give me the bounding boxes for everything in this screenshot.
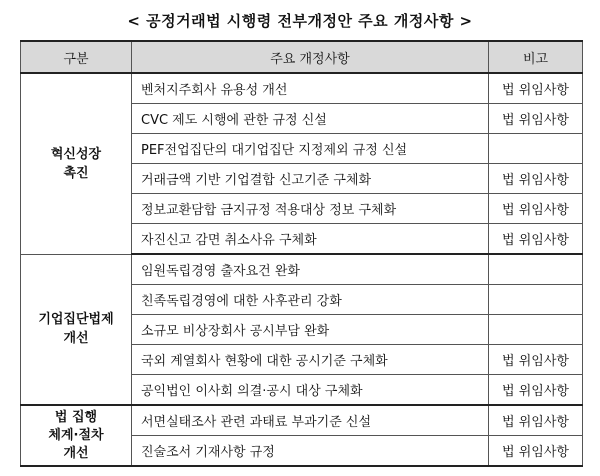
note-cell: 법 위임사항 [489,405,583,436]
table-row [21,254,583,285]
item-cell: 친족독립경영에 대한 사후관리 강화 [132,285,489,315]
item-cell: 서면실태조사 관련 과태료 부과기준 신설 [132,405,489,436]
note-cell [489,254,583,285]
table-row [21,73,583,104]
category-label: 혁신성장 [50,146,102,162]
item-cell: 공익법인 이사회 의결·공시 대상 구체화 [132,375,489,406]
header-note: 비고 [489,41,583,73]
category-cell [21,73,132,254]
note-cell: 법 위임사항 [489,436,583,467]
category-label: 체계·절차 [48,427,104,443]
note-cell [489,285,583,315]
note-cell: 법 위임사항 [489,104,583,134]
item-cell: 거래금액 기반 기업결합 신고기준 구체화 [132,164,489,194]
note-cell: 법 위임사항 [489,345,583,375]
header-item: 주요 개정사항 [132,41,489,73]
item-cell: 정보교환담합 금지규정 적용대상 정보 구체화 [132,194,489,224]
category-label: 촉진 [63,165,89,181]
item-cell: 벤처지주회사 유용성 개선 [132,73,489,104]
table-row [21,405,583,436]
note-cell: 법 위임사항 [489,375,583,406]
note-cell: 법 위임사항 [489,194,583,224]
note-cell: 법 위임사항 [489,164,583,194]
amendments-table [20,40,583,467]
note-cell [489,315,583,345]
item-cell: 국외 계열회사 현황에 대한 공시기준 구체화 [132,345,489,375]
category-label: 개선 [63,331,89,347]
category-cell [21,405,132,466]
note-cell: 법 위임사항 [489,73,583,104]
item-cell: CVC 제도 시행에 관한 규정 신설 [132,104,489,134]
category-label: 법 집행 [54,409,98,425]
header-category: 구분 [21,41,132,73]
header-row [21,41,583,73]
item-cell: 자진신고 감면 취소사유 구체화 [132,224,489,255]
document-title: < 공정거래법 시행령 전부개정안 주요 개정사항 > [127,12,473,30]
note-cell [489,134,583,164]
item-cell: 소규모 비상장회사 공시부담 완화 [132,315,489,345]
item-cell: 진술조서 기재사항 규정 [132,436,489,467]
item-cell: PEF전업집단의 대기업집단 지정제외 규정 신설 [132,134,489,164]
note-cell: 법 위임사항 [489,224,583,255]
category-cell [21,254,132,405]
category-label: 개선 [63,445,89,461]
category-label: 기업집단법제 [38,312,114,328]
item-cell: 임원독립경영 출자요건 완화 [132,254,489,285]
